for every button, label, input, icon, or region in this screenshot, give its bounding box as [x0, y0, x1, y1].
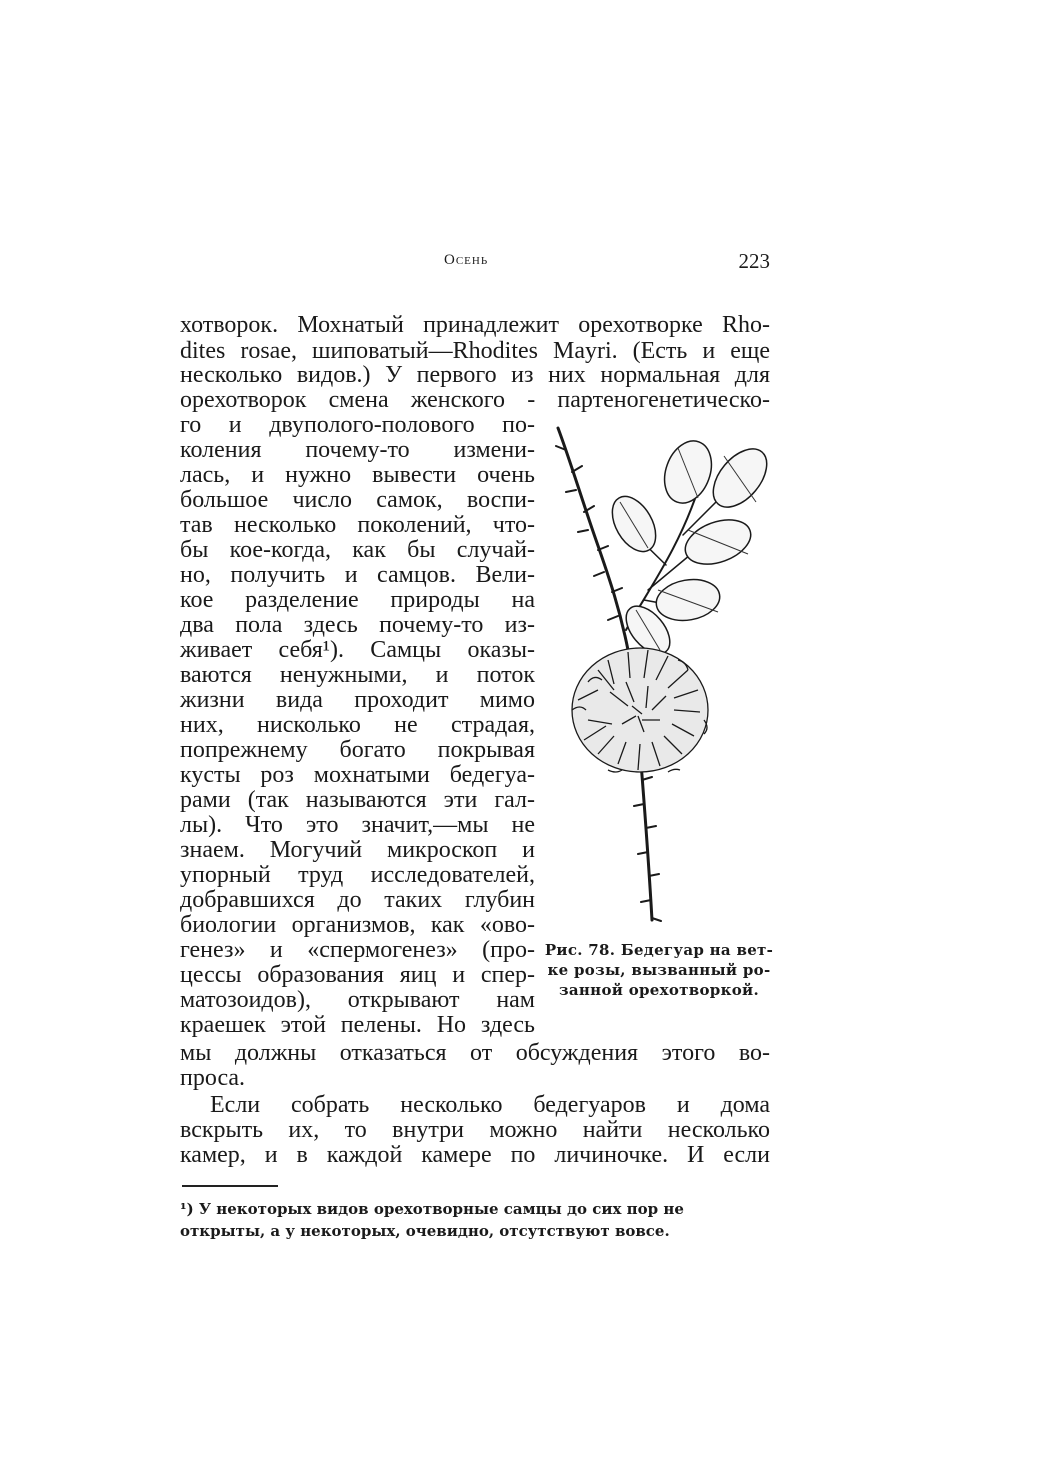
text-line: добравшихся до таких глубин	[180, 887, 535, 913]
text-line: го и двуполого-полового по-	[180, 412, 535, 438]
text-line: лы). Что это значит,—мы не	[180, 812, 535, 838]
text-line: но, получить и самцов. Вели-	[180, 562, 535, 588]
text-line: мы должны отказаться от обсуждения этого во-	[180, 1040, 770, 1066]
text-line: цессы образования яиц и спер-	[180, 962, 535, 988]
figure-caption	[540, 940, 778, 1000]
figure-rose-gall	[548, 420, 770, 940]
text-line: dites rosae, шиповатый—Rhodites Mayri. (Есть и еще	[180, 338, 770, 364]
caption-line: ке розы, вызванный ро-	[547, 961, 771, 979]
caption-line: Рис. 78. Бедегуар на вет-	[544, 941, 774, 959]
text-line: лась, и нужно вывести очень	[180, 462, 535, 488]
text-line: рами (так называются эти гал-	[180, 787, 535, 813]
text-line: кое разделение природы на	[180, 587, 535, 613]
text-line: них, нисколько не страдая,	[180, 712, 535, 738]
text-line: тав несколько поколений, что-	[180, 512, 535, 538]
text-line: жизни вида проходит мимо	[180, 687, 535, 713]
text-line: орехотворок смена женского - партеногенетическо-	[180, 387, 770, 413]
page-number: 223	[738, 249, 770, 273]
text-line: кусты роз мохнатыми бедегуа-	[180, 762, 535, 788]
text-line: хотворок. Мохнатый принадлежит орехотворке Rho-	[180, 312, 770, 338]
text-line: несколько видов.) У первого из них нормальная для	[180, 362, 770, 388]
page-header	[180, 249, 770, 282]
text-line: матозоидов), открывают нам	[180, 987, 535, 1013]
text-line: коления почему-то измени-	[180, 437, 535, 463]
text-line: бы кое-когда, как бы случай-	[180, 537, 535, 563]
footnote-line: открыты, а у некоторых, очевидно, отсутствуют вовсе.	[180, 1222, 670, 1240]
text-line: большое число самок, воспи-	[180, 487, 535, 513]
text-line: краешек этой пелены. Но здесь	[180, 1012, 535, 1038]
running-title: Осень	[444, 252, 489, 268]
footnote-line: ¹) У некоторых видов орехотворные самцы до сих пор не	[180, 1200, 684, 1218]
text-line: камер, и в каждой камере по личиночке. И если	[180, 1142, 770, 1168]
text-line: живает себя¹). Самцы оказы-	[180, 637, 535, 663]
text-line: ваются ненужными, и поток	[180, 662, 535, 688]
text-line: биологии организмов, как «ово-	[180, 912, 535, 938]
text-line: генез» и «спермогенез» (про-	[180, 937, 535, 963]
text-line: два пола здесь почему-то из-	[180, 612, 535, 638]
text-line: знаем. Могучий микроскоп и	[180, 837, 535, 863]
text-line: проса.	[180, 1065, 246, 1091]
footnote-separator	[182, 1185, 278, 1187]
text-line: упорный труд исследователей,	[180, 862, 535, 888]
text-line: вскрыть их, то внутри можно найти несколько	[180, 1117, 770, 1143]
text-line: попрежнему богато покрывая	[180, 737, 535, 763]
paragraph-first-line: Если собрать несколько бедегуаров и дома	[210, 1092, 770, 1118]
caption-line: занной орехотворкой.	[559, 981, 759, 999]
rose-branch-illustration	[548, 420, 770, 940]
